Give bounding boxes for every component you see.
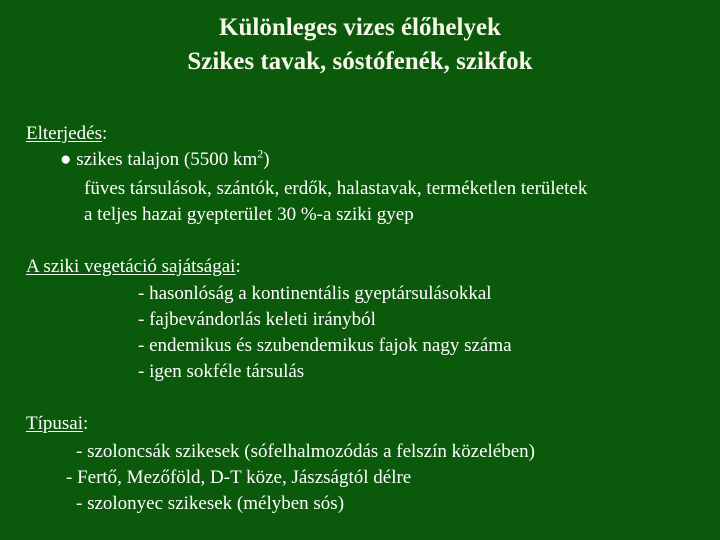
section-elterjedes-heading-row [26, 122, 107, 146]
superscript-2: 2 [257, 146, 264, 161]
sajatsag-item: - endemikus és szubendemikus fajok nagy száma [138, 335, 512, 356]
elterjedes-bullet-text: ● szikes talajon (5500 km [60, 149, 258, 170]
heading-colon: : [83, 413, 89, 434]
elterjedes-bullet [60, 148, 270, 172]
elterjedes-bullet-close: ) [263, 149, 270, 170]
tipus-item: - szoloncsák szikesek (sófelhalmozódás a felszín közelében) [76, 441, 535, 462]
elterjedes-line-3: a teljes hazai gyepterület 30 %-a sziki gyep [84, 204, 414, 225]
tipus-item: - Fertő, Mezőföld, D-T köze, Jászságtól délre [66, 467, 412, 488]
sajatsag-item: - igen sokféle társulás [138, 361, 305, 382]
section-sajatsagai-heading-row [26, 255, 241, 279]
section-sajatsagai-heading: A sziki vegetáció sajátságai [26, 256, 236, 277]
section-tipusai-heading-row [26, 412, 88, 436]
sajatsag-item: - fajbevándorlás keleti irányból [138, 309, 376, 330]
slide-title: Különleges vizes élőhelyek [219, 14, 501, 41]
elterjedes-line-2: füves társulások, szántók, erdők, halastavak, terméketlen területek [84, 178, 588, 199]
section-elterjedes-heading: Elterjedés [26, 123, 102, 144]
sajatsag-item: - hasonlóság a kontinentális gyeptársulásokkal [138, 283, 492, 304]
tipus-item: - szolonyec szikesek (mélyben sós) [76, 493, 345, 514]
heading-colon: : [235, 256, 241, 277]
slide-subtitle: Szikes tavak, sóstófenék, szikfok [187, 48, 533, 75]
heading-colon: : [101, 123, 108, 144]
section-tipusai-heading: Típusai [26, 413, 83, 434]
